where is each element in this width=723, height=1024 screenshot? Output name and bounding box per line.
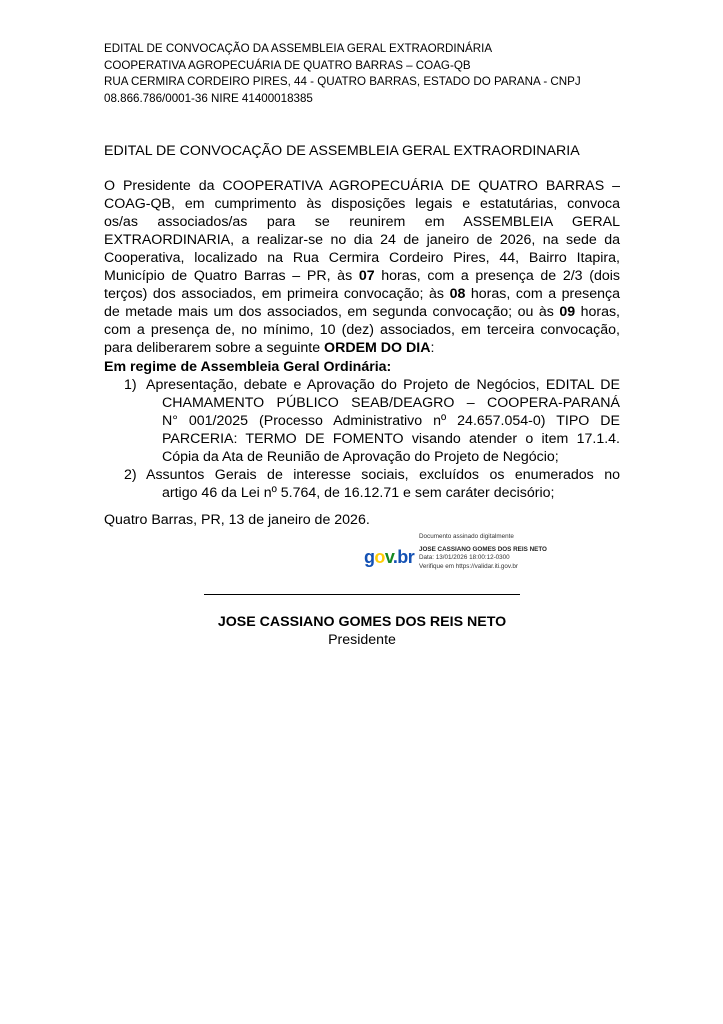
- signature-verify-link[interactable]: Verifique em https://validar.iti.gov.br: [419, 562, 518, 570]
- paragraph-line: com a presença de, no mínimo, 10 (dez) associados, em terceira convocação,: [104, 322, 620, 338]
- line-text: terços) dos associados, em primeira convocação; às: [104, 286, 450, 302]
- agenda-item-line: PARCERIA: TERMO DE FOMENTO visando atender o item 17.1.4.: [162, 431, 620, 447]
- agenda-item-number: 1): [124, 377, 137, 393]
- paragraph-line: EXTRAORDINARIA, a realizar-se no dia 24 de janeiro de 2026, na sede da: [104, 232, 620, 248]
- agenda-item-2: [124, 466, 620, 502]
- paragraph-line: Cooperativa, localizado na Rua Cermira Cordeiro Pires, 44, Bairro Itapira,: [104, 250, 620, 266]
- govbr-logo: [364, 545, 416, 569]
- header-line-4: 08.866.786/0001-36 NIRE 41400018385: [104, 91, 313, 105]
- paragraph-line: [104, 303, 620, 321]
- place-and-date: Quatro Barras, PR, 13 de janeiro de 2026.: [104, 512, 370, 528]
- agenda-item-line: artigo 46 da Lei nº 5.764, de 16.12.71 e sem caráter decisório;: [162, 485, 555, 501]
- line-text: para deliberarem sobre a seguinte: [104, 340, 325, 356]
- signer-name: JOSE CASSIANO GOMES DOS REIS NETO: [217, 614, 507, 630]
- line-text: horas, com a presença de 2/3 (dois: [374, 268, 620, 284]
- header-line-3: RUA CERMIRA CORDEIRO PIRES, 44 - QUATRO BARRAS, ESTADO DO PARANA - CNPJ: [104, 75, 581, 88]
- agenda-item-1: [124, 376, 620, 466]
- second-call-hour: 08: [449, 286, 466, 302]
- convocation-paragraph: [104, 177, 620, 357]
- header-line-2: COOPERATIVA AGROPECUÁRIA DE QUATRO BARRAS – COAG-QB: [104, 58, 471, 72]
- agenda-item-line: CHAMAMENTO PÚBLICO SEAB/DEAGRO – COOPERA-PARANÁ: [162, 395, 620, 411]
- signature-details: [419, 533, 547, 571]
- agenda-heading: Em regime de Assembleia Geral Ordinária:: [104, 359, 392, 375]
- line-text: :: [430, 340, 435, 356]
- signature-date: Data: 13/01/2026 18:00:12-0300: [419, 554, 510, 562]
- document-title: EDITAL DE CONVOCAÇÃO DE ASSEMBLEIA GERAL EXTRAORDINARIA: [104, 143, 580, 159]
- paragraph-line: [104, 339, 620, 357]
- paragraph-line: [104, 267, 620, 285]
- line-text: horas, com a presença: [465, 286, 621, 302]
- agenda-item-number: 2): [124, 467, 137, 483]
- signer-role: Presidente: [328, 632, 396, 648]
- signature-caption: Documento assinado digitalmente: [419, 533, 514, 540]
- header-line-1: EDITAL DE CONVOCAÇÃO DA ASSEMBLEIA GERAL EXTRAORDINÁRIA: [104, 42, 493, 55]
- signature-line: [204, 594, 520, 595]
- paragraph-line: os/as associados/as para se reunirem em ASSEMBLEIA GERAL: [104, 214, 620, 230]
- document-header: [104, 41, 624, 107]
- line-text: horas,: [575, 304, 620, 320]
- paragraph-line: O Presidente da COOPERATIVA AGROPECUÁRIA DE QUATRO BARRAS –: [104, 178, 620, 194]
- agenda-item-line: Cópia da Ata de Reunião de Aprovação do Projeto de Negócio;: [162, 449, 559, 465]
- agenda-item-line: Assuntos Gerais de interesse sociais, excluídos os enumerados no: [146, 467, 620, 483]
- line-text: de metade mais um dos associados, em segunda convocação; ou às: [104, 304, 560, 320]
- agenda-label: ORDEM DO DIA: [324, 340, 431, 356]
- paragraph-line: COAG-QB, em cumprimento às disposições legais e estatutárias, convoca: [104, 196, 620, 212]
- agenda-item-line: N° 001/2025 (Processo Administrativo nº 24.657.054-0) TIPO DE: [162, 413, 620, 429]
- svg-text:gov.br: gov.br: [364, 547, 415, 567]
- digital-signature-stamp: [364, 533, 554, 578]
- agenda-item-line: Apresentação, debate e Aprovação do Projeto de Negócios, EDITAL DE: [146, 377, 620, 393]
- paragraph-line: [104, 285, 620, 303]
- signature-signer-name: JOSE CASSIANO GOMES DOS REIS NETO: [419, 545, 547, 553]
- line-text: Município de Quatro Barras – PR, às: [104, 268, 359, 284]
- third-call-hour: 09: [559, 304, 576, 320]
- first-call-hour: 07: [358, 268, 375, 284]
